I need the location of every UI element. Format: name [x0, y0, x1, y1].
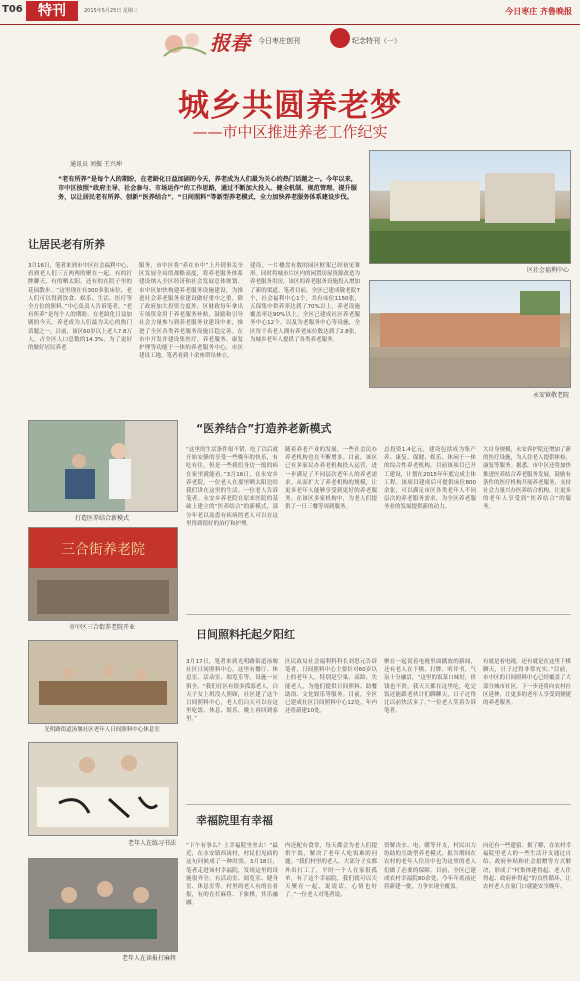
photo-reading-mahjong	[28, 858, 178, 952]
article-subtitle: ——市中区推进养老工作纪实	[192, 123, 388, 141]
section4-col4: 向还有一些遗留。据了解，在农村幸福院里老人的一些生活开支通过自给、政府补贴和社会捐赠等方式解决，形成了“村集体建得起、老人住得起、政府补得起”的良性循环，让农村老人在家门口就能安享晚年。	[483, 843, 571, 891]
article-lead: “老有所养”是每个人的期盼，在老龄化日益加剧的今天，养老成为人们最为关心的热门话题之一。今年以来，市中区按照“政府主导、社会参与、市场运作”的工作思路，通过不断加大投入、健全机制、规范管理、提升服务，以让居民老有所养、创新“医养结合”、“日间照料”等新型养老模式，全力加快养老服务体系建设步伐。	[58, 176, 357, 201]
caption-welfare-center: 区社会福利中心	[526, 267, 569, 274]
photo-nursing-home	[369, 280, 571, 388]
banner-seal-icon	[330, 28, 350, 48]
section2-col3: 总投资1.4亿元，建设包括成为集产养、康复、保健、娱乐、休闲于一体的综合性养老机构。目前该项目已开工建设，计划在2015年年底完成主体工程。该项目建成后可提供床位800余张，可以满足市区各类老年人不同层次的养老服务需求，为全区养老服务业的发展提供新的动力。	[384, 447, 476, 511]
section3-col3: 聚在一起说着电视里面播放的新闻，还有老人在下棋、打牌、听评书，气氛十分融洽，“这里的饭菜口味好，价钱也不贵，我天天都在这里吃，吃完饭还能跟老伙计们聊聊天，日子过得比以前快活多了。”一位老人笑着告诉笔者。	[384, 659, 476, 715]
section4-col2: 内还配有食堂，每天都会为老人们提供午饭，解决了老年人吃饭难的问题。“我们村里的老人，大部分子女都外出打工了，平时一个人在家很孤单，有了这个幸福院，我们就可以天天聚在一起，说说话，心情也好了。”一位老人对笔者说。	[285, 843, 377, 899]
section2-col4: 大自身规模，永安养护院还增加了新的医疗设施，为入住老人提供体检、康复等服务。据悉，市中区还将加快推进医养结合养老服务发展，鼓励有条件的医疗机构开展养老服务，支持社会力量兴办医养结合机构，让更多的老年人享受到“医养结合”的服务。	[483, 447, 571, 511]
caption-calligraphy: 老年人在练习书法	[127, 840, 176, 847]
photo-welfare-center	[369, 150, 571, 264]
photo-day-care-room	[28, 640, 178, 724]
banner-logo: 报春	[210, 31, 250, 55]
reporter-line: 通讯员 刘振 王兴坤	[70, 161, 122, 168]
banner-decoration-icon	[162, 30, 208, 58]
caption-nursing-home: 永安镇敬老院	[532, 392, 569, 399]
section1-col1: 3月16日，笔者来到市中区社会福利中心，看到老人们三五两两的聚在一起，有的打牌聊天，有的晒太阳，还有的在院子里的花园散步。“这里现在有300多张床位，老人们可以得到饮食、娱乐、生活、医疗等全方位的照料。”中心负责人告诉笔者。“老有所养”是每个人的期盼。在老龄化日益加剧的今天，养老成为人们最为关心的热门话题之一。目前，该区60岁以上老人7.8万人，占全区人口总数的14.3%，为了更好的做好居民养老	[28, 263, 132, 352]
divider	[186, 614, 571, 615]
section-heading-3: 日间照料托起夕阳红	[196, 628, 295, 641]
issue-date: 2015年5月25日 星期三	[84, 8, 138, 14]
section1-col2: 服务，市中区将“养在市中”上升到事关全区发展全局的战略高度，将养老服务体系建设纳入全区经济和社会发展总体规划。市中区加快构建养老服务设施建设，为推进社会养老服务业建设做好重中之重。除了政府加大投资力度外，区财政每年拿出专项资金用于养老服务补贴，鼓励和引导社会力量参与到养老服务业建设中来，推进了全区各类养老服务设施日趋完善。在市中开发并建设集医疗、养老服务、康复护理等功能于一体的养老服务中心，市区建设工地，笔者看到十余座塔吊林立。	[139, 263, 243, 360]
section-heading-1: 让居民老有所养	[28, 238, 105, 251]
caption-day-care-room: 光明路街道汤堰社区老年人日间照料中心休息室	[44, 727, 160, 733]
section-label: 特刊	[26, 1, 78, 21]
section-heading-4: 幸福院里有幸福	[196, 814, 273, 827]
section3-col1: 3月17日，笔者来到光明路街道汤堰社区日间照料中心，这里有餐厅、休息室、活动室、阅览室等，设施一应俱全。“我们社区有很多孤寡老人，白天子女上班没人照顾，社区建了这个日间照料中心，老人们白天可以在这里吃饭、休息、娱乐，晚上再回到家里。”	[186, 659, 278, 723]
banner-text: 今日枣庄创刊	[258, 37, 300, 45]
section3-col2: 区民政局社会福利科科长刘思元告诉笔者，日间照料中心主要针对60岁以上的老年人，特别是空巢、高龄、失能老人，为他们提供日间照料、助餐助浴、文化娱乐等服务。目前，全区已建成社区日间照料中心12处，年内还将新建10处。	[285, 659, 377, 715]
banner-text-2: 纪念特刊（一）	[352, 37, 401, 45]
photo-sanhe-opening	[28, 527, 178, 621]
section2-col1: “这里的生活条件很不错，吃了以后就开始安静的享受一些晚年的快乐，有吃有住，但是一些我们身边一般的病在家里就能看。”3月16日，在永安乡养老院，一位老人在那里晒太阳边给我们讲在这里的生活。一位老人告诉笔者。永安乡养老院在原来医院的基础上建立的“医养结合”的新模式，部分年老以及患有疾病的老人可以在这里得到很好的治疗和护理。	[186, 447, 278, 527]
section-heading-2: “医养结合”打造养老新模式	[196, 422, 332, 435]
paper-name: 今日枣庄 齐鲁晚报	[505, 7, 572, 16]
section3-col4: 有就是看电视，还有就是在这里下棋聊天，日子过得非常充实。”目前，市中区的日间照料中心已经覆盖了大部分城市社区，下一步还将向农村社区延伸，让更多的老年人享受到便捷的养老服务。	[483, 659, 571, 707]
section4-col1: “下午有事么？上幸福院坐坐去！”最近，在永安镇西岗村，村民们见面的这句问候成了一种时尚。3月18日，笔者走进该村幸福院，发现这里的设施很齐全，有活动室、阅览室、健身室、休息室等。村里的老人有的在看报，有的在打麻将、下象棋，其乐融融。	[186, 843, 278, 907]
photo-medical-care	[28, 420, 178, 512]
divider-2	[186, 804, 571, 805]
photo-calligraphy	[28, 742, 178, 836]
caption-reading-mahjong: 老年人在读报打麻将	[121, 955, 176, 962]
caption-medical-care: 打造医养结合新模式	[74, 515, 129, 522]
section2-col2: 随着养老产业的发展，一些社会民办养老机构也在不断增多。目前，该区已有多家民办养老机构投入运营，进一步满足了不同层次老年人的养老需求。从而扩大了养老机构的规模，让更多老年人能够享受到更好的养老服务。在该区多家机构中，为老人们提供了一日三餐等周到服务。	[285, 447, 377, 511]
section4-col3: 资解决水、电、暖等开支，村民出力协助的互助型养老模式，报告期间在农村的老年人住房中也为这里的老人们做了必要的保障。目前，全区已建成农村幸福院80余处，今年年底前还将新建一批，力争实现全覆盖。	[384, 843, 476, 891]
section1-col3: 建设，一片楼盘有数的园区框架已经初见雏形。同时将城市片区内的闲置房屋资源改造为养老服务用房，该区的养老服务设施投入增加了新的渠道。笔者目前，全区已建成敬老院7个，社会福利中心1个，共有床位1150张，五保集中供养率达到了70%以上，养老设施覆盖率达90%以上，全区已建成社区养老服务中心12个、以及为老服务中心等设施，全区每千名老人拥有养老床位数达到了2.8张，为城乡老年人提供了各类养老服务。	[250, 263, 360, 343]
svg-text:三合街养老院: 三合街养老院	[61, 542, 145, 558]
page-number: T06	[2, 4, 23, 15]
article-title: 城乡共圆养老梦	[178, 88, 402, 124]
caption-sanhe-opening: 市中区三合街养老院开业	[68, 624, 135, 631]
